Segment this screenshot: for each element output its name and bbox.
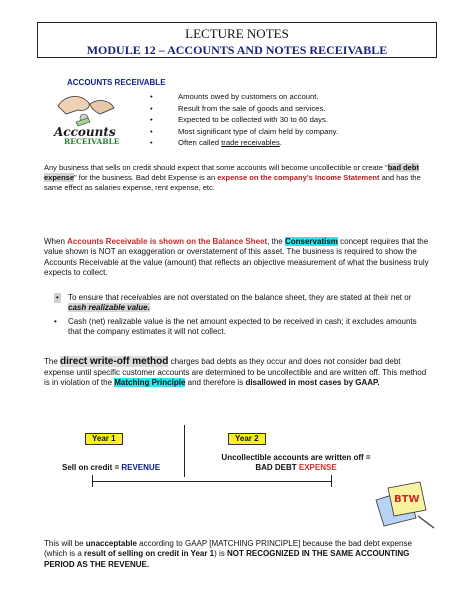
matching-principle-highlight: Matching Principle bbox=[114, 378, 186, 388]
timeline-line bbox=[92, 481, 332, 482]
revenue-word: REVENUE bbox=[121, 463, 161, 472]
paragraph-bad-debt: Any business that sells on credit should expect that some accounts will become uncollectible or create "bad debt expense" for the business. Bad debt Expense is an expense on the company’s Income Statement and has the same effect as salaries expense, rent expense, etc. bbox=[44, 163, 421, 192]
sub-bullet-cash-realizable: • To ensure that receivables are not overstated on the balance sheet, they are stated at their net or cash realizable value. bbox=[56, 293, 412, 313]
module-title: MODULE 12 – ACCOUNTS AND NOTES RECEIVABLE bbox=[86, 42, 388, 57]
timeline-tick-right bbox=[331, 475, 332, 487]
list-item: • Result from the sale of goods and services. bbox=[150, 104, 338, 116]
bad-debt-expense-highlight: bad debt expense bbox=[44, 163, 419, 182]
list-item: • Amounts owed by customers on account. bbox=[150, 92, 338, 104]
sticky-notes-clipart bbox=[368, 480, 438, 532]
cash-realizable-value-highlight: cash realizable value. bbox=[68, 303, 150, 313]
ar-bullet-list bbox=[150, 92, 338, 150]
paragraph-conservatism: When Accounts Receivable is shown on the Balance Sheet, the Conservatism concept requires that the value shown is NOT an exaggeration or overstatement of this asset. The business is required to show the Accounts Receivable at the value (amount) that reflects an objective measurement of what the business truly expects to collect. bbox=[44, 237, 429, 278]
period-divider bbox=[184, 425, 185, 477]
lecture-notes-title: LECTURE NOTES bbox=[185, 26, 289, 41]
logo-text-accounts: Accounts bbox=[54, 125, 116, 139]
accounts-receivable-logo bbox=[48, 88, 124, 146]
expense-word: EXPENSE bbox=[298, 463, 337, 473]
accounts-receivable-heading: ACCOUNTS RECEIVABLE bbox=[67, 78, 166, 87]
svg-text:BTW: BTW bbox=[394, 494, 420, 505]
trade-receivables-link[interactable]: trade receivables bbox=[221, 138, 280, 147]
direct-write-off-highlight: direct write-off method bbox=[60, 356, 169, 367]
timeline-tick-left bbox=[92, 475, 93, 487]
year-2-label: Year 2 bbox=[228, 433, 266, 445]
conservatism-highlight: Conservatism bbox=[284, 237, 338, 246]
list-item: • Expected to be collected with 30 to 60 days. bbox=[150, 115, 338, 127]
income-statement-emphasis: expense on the company’s Income Statement bbox=[217, 172, 380, 182]
paragraph-direct-write-off: The direct write-off method charges bad debts as they occur and does not consider bad debt expense until specific customer accounts are determined to be uncollectible and are written off. This method is in violation of the Matching Principle and therefore is disallowed in most cases by GAAP. bbox=[44, 356, 427, 388]
write-off-description: Uncollectible accounts are written off = BAD DEBT EXPENSE bbox=[221, 453, 371, 473]
list-item: • Often called trade receivables. bbox=[150, 138, 338, 150]
title-box bbox=[37, 22, 437, 58]
sub-bullet-net-value: • Cash (net) realizable value is the net amount expected to be received in cash; it excludes amounts that the company estimates it will not collect. bbox=[54, 317, 417, 337]
logo-text-receivable: RECEIVABLE bbox=[64, 137, 120, 146]
year-1-label: Year 1 bbox=[85, 433, 123, 445]
balance-sheet-emphasis: Accounts Receivable is shown on the Balance Sheet bbox=[67, 237, 268, 246]
paragraph-unacceptable: This will be unacceptable according to GAAP [MATCHING PRINCIPLE] because the bad debt expense (which is a result of selling on credit in Year 1) is NOT RECOGNIZED IN THE SAME ACCOUNTING PERIOD AS THE REVENUE. bbox=[44, 539, 412, 569]
sell-on-credit-label: Sell on credit = REVENUE bbox=[62, 463, 161, 472]
list-item: • Most significant type of claim held by company. bbox=[150, 127, 338, 139]
